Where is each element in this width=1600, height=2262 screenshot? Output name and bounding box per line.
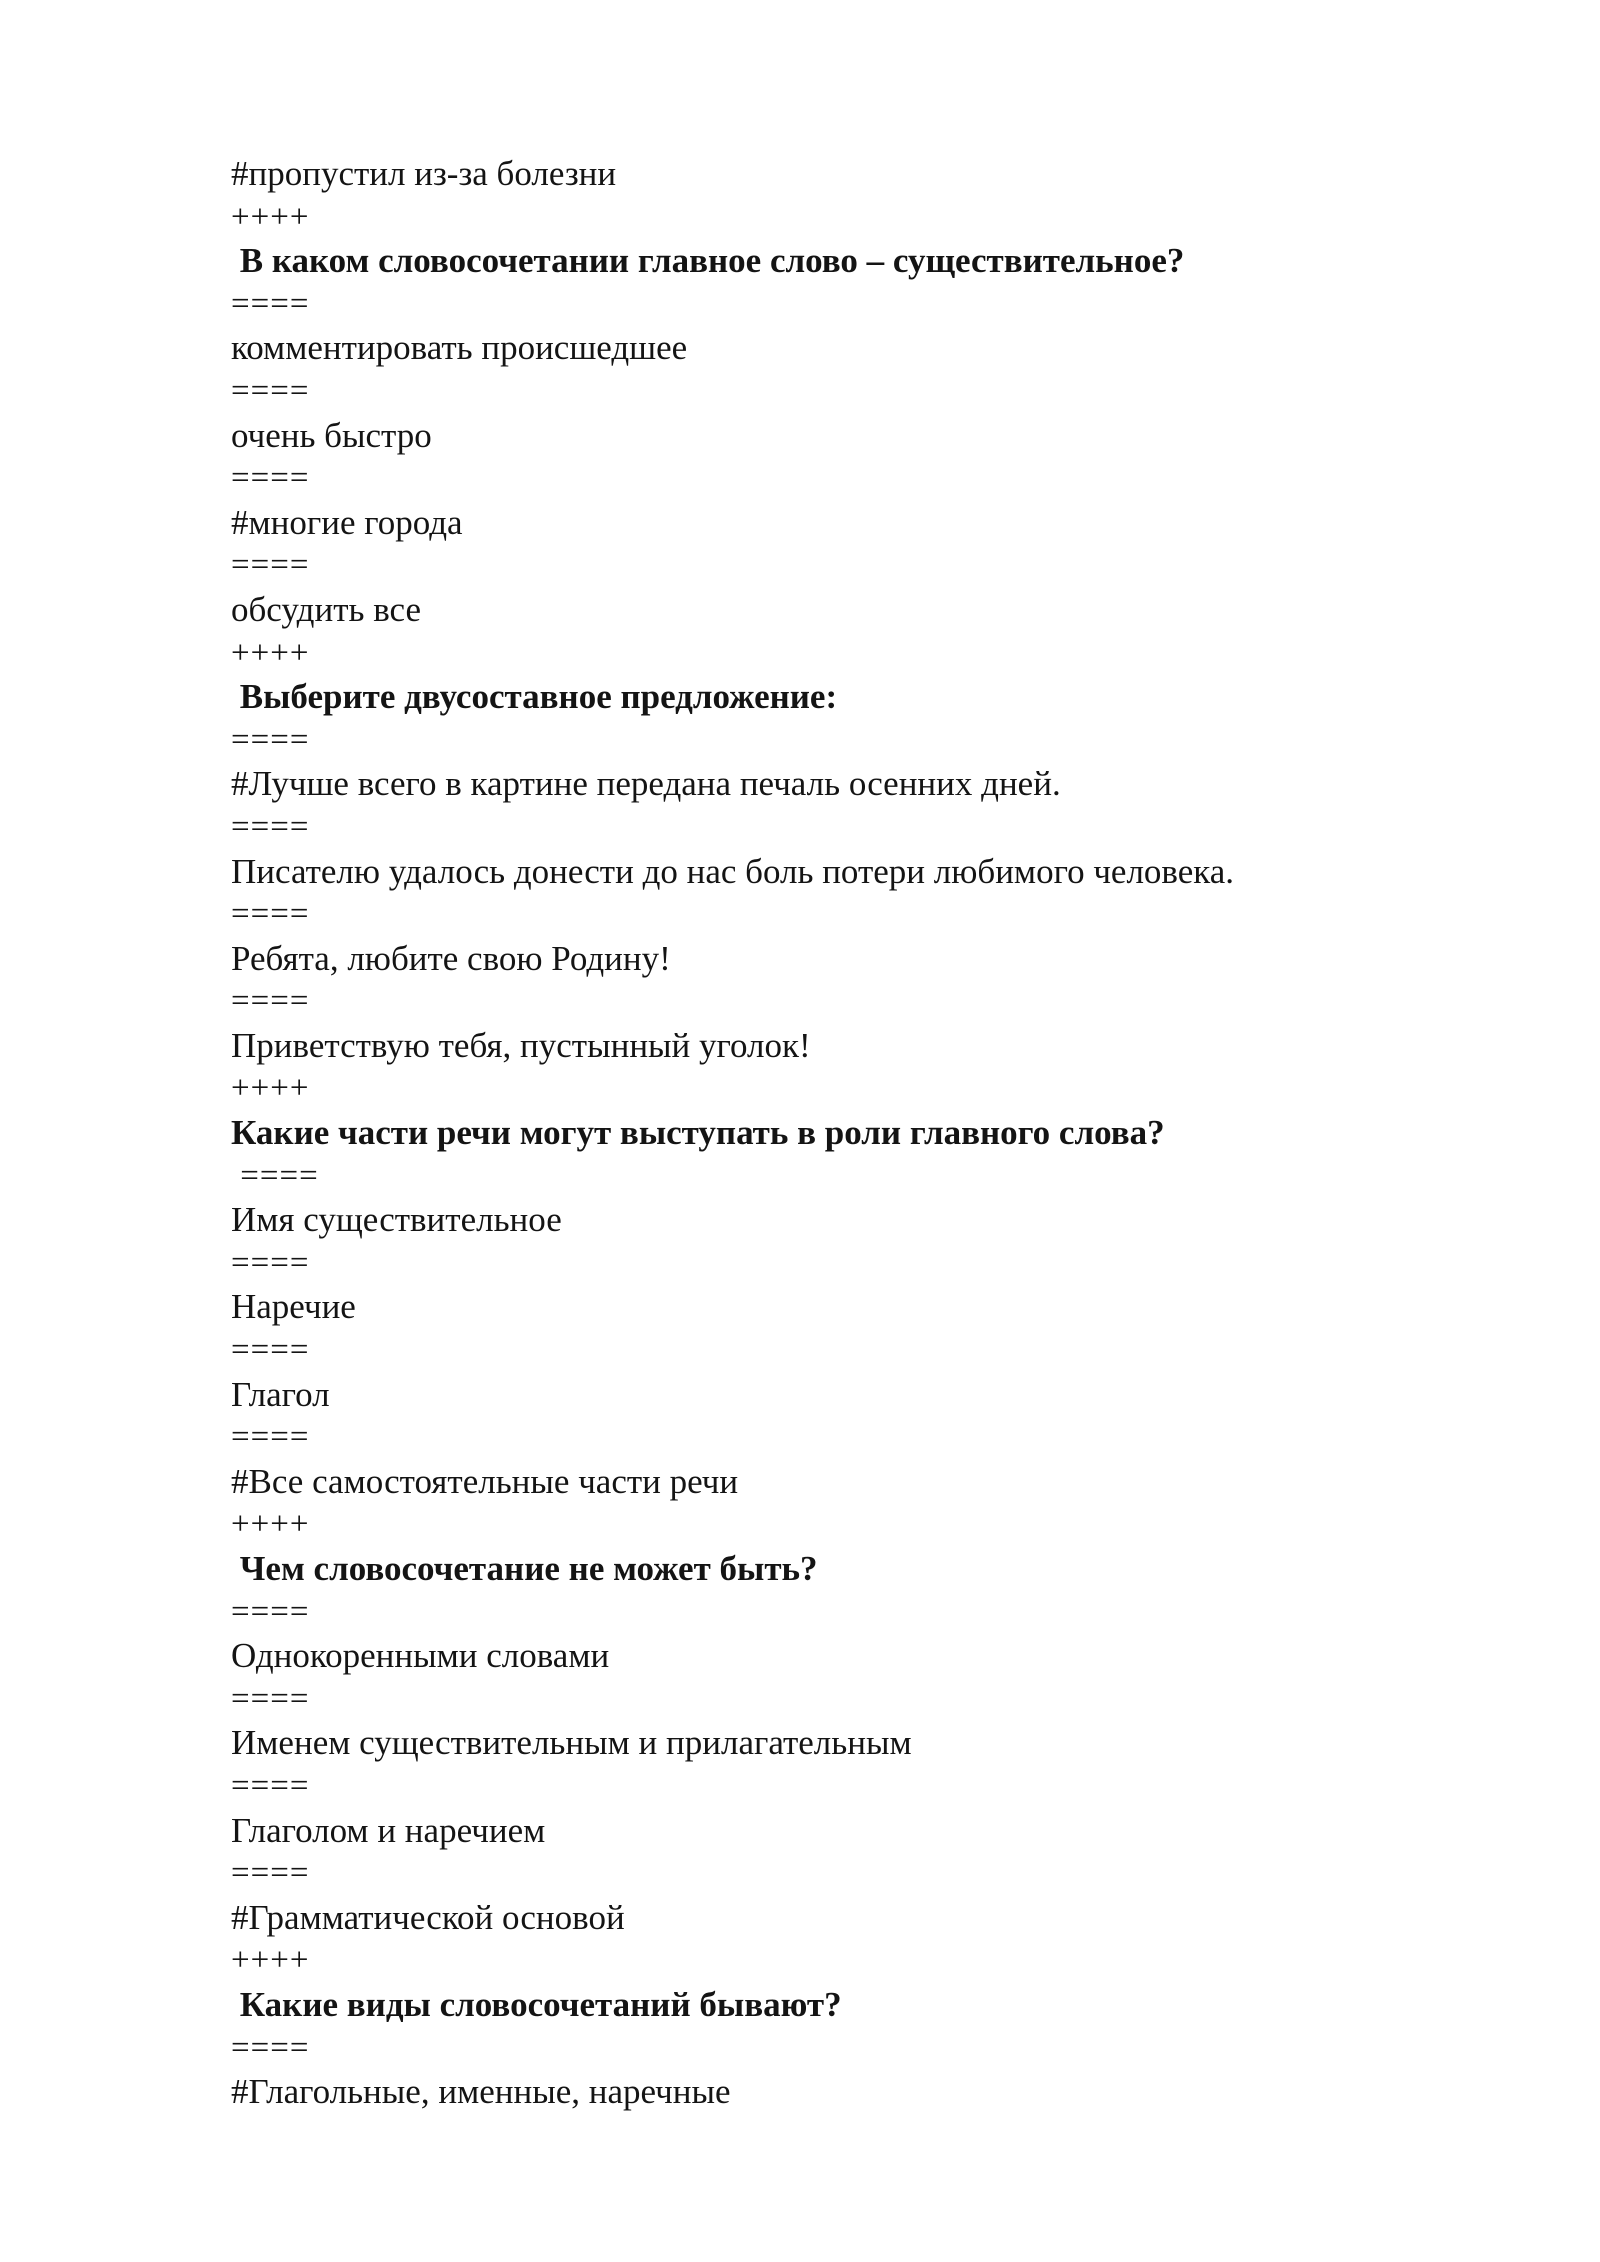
separator-line: ++++ <box>231 1070 310 1107</box>
question-text: Выберите двусоставное предложение: <box>231 677 838 717</box>
answer-option: обсудить все <box>231 589 422 629</box>
separator-line: ==== <box>231 1419 310 1456</box>
answer-option: #Лучше всего в картине передана печаль осенних дней. <box>231 764 1061 804</box>
answer-option: #Грамматической основой <box>231 1897 625 1937</box>
answer-option: Глагол <box>231 1374 330 1414</box>
answer-option: #Все самостоятельные части речи <box>231 1461 739 1501</box>
answer-option: #многие города <box>231 502 463 542</box>
question-text: Чем словосочетание не может быть? <box>231 1549 818 1588</box>
separator-line: ++++ <box>231 198 310 235</box>
separator-line: ++++ <box>231 1942 310 1979</box>
separator-line: ==== <box>231 1855 310 1892</box>
answer-option: комментировать происшедшее <box>231 328 688 368</box>
separator-line: ++++ <box>231 634 310 671</box>
separator-line: ++++ <box>231 1506 310 1543</box>
separator-line: ==== <box>231 372 310 409</box>
separator-line: ==== <box>231 2029 310 2066</box>
answer-option: Глаголом и наречием <box>231 1810 546 1850</box>
question-text: В каком словосочетании главное слово – существительное? <box>231 241 1185 281</box>
answer-option: #пропустил из-за болезни <box>231 154 617 193</box>
separator-line: ==== <box>231 285 310 322</box>
answer-option: Писателю удалось донести до нас боль потери любимого человека. <box>231 851 1235 891</box>
separator-line: ==== <box>231 1157 319 1194</box>
separator-line: ==== <box>231 460 310 497</box>
separator-line: ==== <box>231 808 310 845</box>
separator-line: ==== <box>231 1680 310 1717</box>
answer-option: Именем существительным и прилагательным <box>231 1723 912 1763</box>
answer-option: Имя существительное <box>231 1200 562 1240</box>
answer-option: Ребята, любите свою Родину! <box>231 938 671 978</box>
question-text: Какие виды словосочетаний бывают? <box>231 1984 842 2024</box>
separator-line: ==== <box>231 547 310 584</box>
answer-option: очень быстро <box>231 415 432 455</box>
separator-line: ==== <box>231 983 310 1020</box>
answer-option: Однокоренными словами <box>231 1636 610 1676</box>
answer-option: #Глагольные, именные, наречные <box>231 2072 731 2112</box>
separator-line: ==== <box>231 1244 310 1281</box>
question-text: Какие части речи могут выступать в роли главного слова? <box>231 1113 1165 1153</box>
separator-line: ==== <box>231 1593 310 1630</box>
document-body <box>231 152 1531 2114</box>
separator-line: ==== <box>231 1332 310 1369</box>
answer-option: Приветствую тебя, пустынный уголок! <box>231 1025 811 1065</box>
separator-line: ==== <box>231 1767 310 1804</box>
separator-line: ==== <box>231 721 310 758</box>
answer-option: Наречие <box>231 1287 356 1327</box>
separator-line: ==== <box>231 896 310 933</box>
